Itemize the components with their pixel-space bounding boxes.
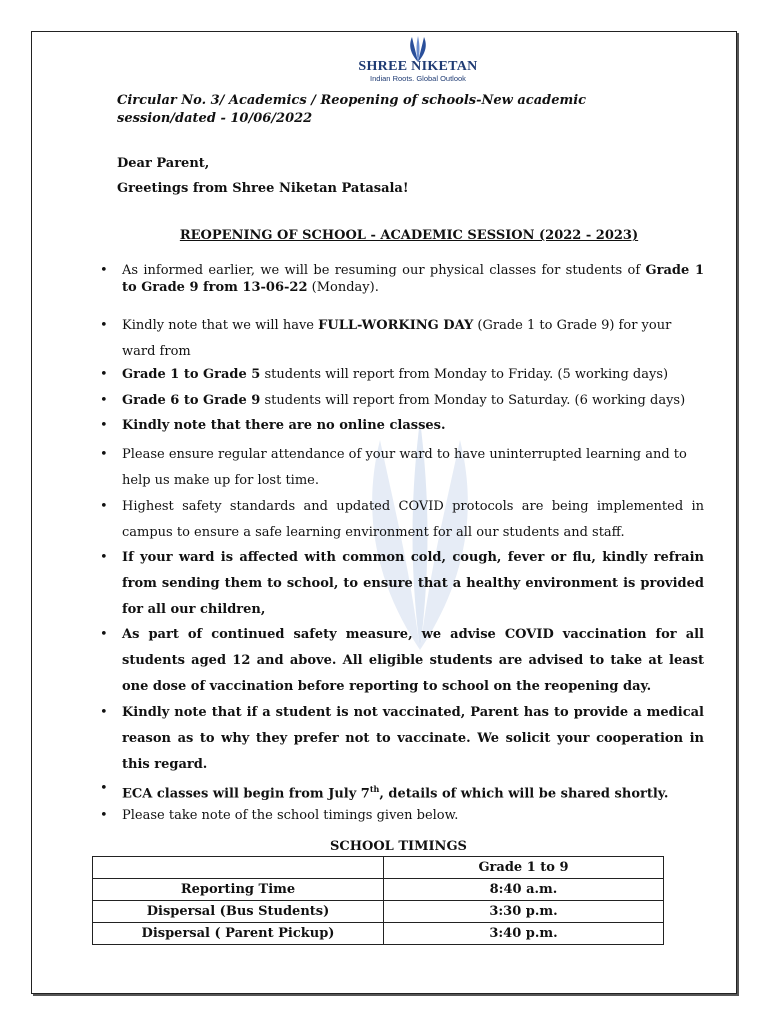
page-title: REOPENING OF SCHOOL - ACADEMIC SESSION (2022 - 2023) <box>179 228 639 243</box>
bullet-icon: • <box>100 447 108 462</box>
list-item: • Please ensure regular attendance of your ward to have uninterrupted learning and to help us make up for lost time. <box>100 442 704 494</box>
table-cell: Dispersal (Bus Students) <box>93 901 384 923</box>
table-row <box>93 923 664 945</box>
table-row <box>93 879 664 901</box>
list-item: • Grade 1 to Grade 5 students will report from Monday to Friday. (5 working days) <box>100 365 704 385</box>
bullet-icon: • <box>100 550 108 565</box>
bullet-icon: • <box>100 781 108 796</box>
circular-reference: Circular No. 3/ Academics / Reopening of schools-New academic session/dated - 10/06/2022 <box>117 93 587 126</box>
table-cell: 3:30 p.m. <box>384 901 664 923</box>
table-cell: 8:40 a.m. <box>384 879 664 901</box>
table-cell <box>93 857 384 879</box>
greeting: Greetings from Shree Niketan Patasala! <box>117 181 409 196</box>
list-item: • As part of continued safety measure, we advise COVID vaccination for all students aged 12 and above. All eligible students are advised to take at least one dose of vaccination before reporting to school on the reopening day. <box>100 622 704 700</box>
table-cell: Grade 1 to 9 <box>384 857 664 879</box>
table-header-row <box>93 857 664 879</box>
bullet-icon: • <box>100 318 108 333</box>
bullet-icon: • <box>100 393 108 408</box>
list-item: • If your ward is affected with common cold, cough, fever or flu, kindly refrain from sending them to school, to ensure that a healthy environment is provided for all our children, <box>100 545 704 623</box>
list-item: • Kindly note that we will have FULL-WORKING DAY (Grade 1 to Grade 9) for your ward from <box>100 313 704 365</box>
logo-name: SHREE NIKETAN <box>358 59 478 74</box>
logo-tagline: Indian Roots. Global Outlook <box>370 74 466 83</box>
table-row <box>93 901 664 923</box>
bullet-icon: • <box>100 418 108 433</box>
bullet-icon: • <box>100 367 108 382</box>
bullet-icon: • <box>100 705 108 720</box>
table-cell: Dispersal ( Parent Pickup) <box>93 923 384 945</box>
list-item: • Grade 6 to Grade 9 students will report from Monday to Saturday. (6 working days) <box>100 391 704 411</box>
list-item: • Please take note of the school timings given below. <box>100 806 704 826</box>
bullet-icon: • <box>100 627 108 642</box>
list-item: • Kindly note that if a student is not vaccinated, Parent has to provide a medical reason as to why they prefer not to vaccinate. We solicit your cooperation in this regard. <box>100 700 704 778</box>
list-item: • ECA classes will begin from July 7th, details of which will be shared shortly. <box>100 778 704 805</box>
school-timings-table <box>92 856 664 945</box>
timings-caption: SCHOOL TIMINGS <box>330 839 467 854</box>
table-cell: Reporting Time <box>93 879 384 901</box>
table-cell: 3:40 p.m. <box>384 923 664 945</box>
bullet-icon: • <box>100 263 108 278</box>
salutation: Dear Parent, <box>117 156 210 171</box>
bullet-icon: • <box>100 808 108 823</box>
list-item: • As informed earlier, we will be resuming our physical classes for students of Grade 1 to Grade 9 from 13-06-22 (Monday). <box>100 263 704 295</box>
school-logo <box>346 36 490 88</box>
list-item: • Kindly note that there are no online classes. <box>100 416 704 436</box>
list-item: • Highest safety standards and updated COVID protocols are being implemented in campus to ensure a safe learning environment for all our students and staff. <box>100 494 704 546</box>
bullet-icon: • <box>100 499 108 514</box>
